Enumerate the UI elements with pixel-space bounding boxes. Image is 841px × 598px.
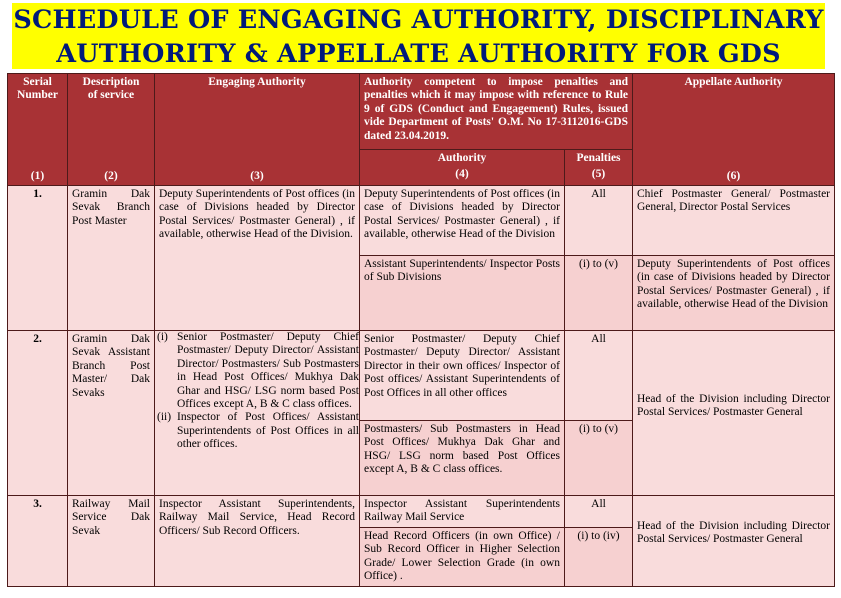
row3-sub1-authority: Inspector Assistant Superintendents Railway Mail Service: [364, 498, 560, 524]
header-description-cell: [68, 73, 155, 185]
row1-sub1-authority: Deputy Superintendents of Post offices (in case of Divisions headed by Director Postal Services/ Postmaster General) , if available, otherwise Head of the Division: [364, 188, 560, 241]
row1-sub1-appellate: Chief Postmaster General/ Postmaster General, Director Postal Services: [637, 188, 830, 214]
row2-sub2-penalties-cell: [565, 420, 633, 495]
header-engaging-label: Engaging Authority: [208, 76, 306, 88]
row3-sub2-penalties-cell: [565, 527, 633, 587]
row3-serial-cell: [7, 495, 68, 587]
header-serial-number: (1): [30, 170, 45, 182]
row1-sub2-penalties: (i) to (v): [579, 258, 618, 270]
header-description-label-2: of service: [87, 89, 135, 102]
row2-engaging-cell: [155, 330, 360, 495]
row2-sub2-authority: Postmasters/ Sub Postmasters in Head Post Offices/ Mukhya Dak Ghar and HSG/ LSG norm based Post Offices except A, B & C class offices.: [364, 423, 560, 476]
row3-description-cell: [68, 495, 155, 587]
row1-sub2-authority: Assistant Superintendents/ Inspector Posts of Sub Divisions: [364, 258, 560, 284]
row3-serial: 3.: [33, 498, 42, 510]
header-description-number: (2): [104, 170, 118, 182]
row1-sub1-appellate-cell: [633, 185, 835, 255]
row1-sub2-penalties-cell: [565, 255, 633, 330]
row2-engaging-item: [155, 411, 359, 451]
row2-engaging-item-marker: (ii): [157, 411, 172, 424]
row2-description-cell: [68, 330, 155, 495]
row3-appellate: Head of the Division including Director Postal Services/ Postmaster General: [637, 520, 830, 546]
header-appellate-label: Appellate Authority: [684, 76, 783, 88]
row3-sub1-authority-cell: [360, 495, 565, 527]
row3-description: Railway Mail Service Dak Sevak: [72, 498, 150, 537]
row2-description: Gramin Dak Sevak Assistant Branch Post Master/ Dak Sevaks: [72, 333, 150, 399]
page-title-line-1: SCHEDULE OF ENGAGING AUTHORITY, DISCIPLINARY: [13, 5, 824, 35]
page-title-line-2: AUTHORITY & APPELLATE AUTHORITY FOR GDS: [56, 39, 781, 69]
header-serial-label-1: Serial: [23, 76, 52, 88]
header-appellate-number: (6): [726, 170, 741, 182]
header-competent-cell: [360, 73, 633, 149]
row1-engaging-cell: [155, 185, 360, 330]
row2-sub2-authority-cell: [360, 420, 565, 495]
row3-engaging: Inspector Assistant Superintendents, Railway Mail Service, Head Record Officers/ Sub Record Officers.: [159, 498, 355, 537]
header-engaging-cell: [155, 73, 360, 185]
row1-sub2-appellate: Deputy Superintendents of Post offices (in case of Divisions headed by Director Postal Services/ Postmaster General) , if available, otherwise Head of the Division: [637, 258, 830, 311]
row1-sub1-authority-cell: [360, 185, 565, 255]
header-authority-cell: [360, 149, 565, 185]
header-serial-cell: [7, 73, 68, 185]
row2-engaging-item-text: Senior Postmaster/ Deputy Chief Postmaster/ Deputy Director/ Assistant Director/ Postmasters/ Sub Postmasters in Head Post Offices/ Mukhya Dak Ghar and HSG/ LSG norm based Post Offices except A, B & C class offices.: [177, 331, 359, 411]
row2-engaging-item-text: Inspector of Post Offices/ Assistant Superintendents of Post Offices in all other offices.: [177, 411, 359, 451]
row2-appellate: Head of the Division including Director Postal Services/ Postmaster General: [637, 393, 830, 419]
header-serial-label-2: Number: [17, 89, 58, 102]
header-penalties-number: (5): [591, 168, 606, 180]
row3-sub2-authority: Head Record Officers (in own Office) / Sub Record Officer in Higher Selection Grade/ Lower Selection Grade (in own Office) .: [364, 530, 560, 583]
row2-serial: 2.: [33, 333, 42, 345]
row2-sub2-penalties: (i) to (v): [579, 423, 618, 435]
header-authority-label: Authority: [437, 152, 487, 164]
row1-sub1-penalties-cell: [565, 185, 633, 255]
row3-engaging-cell: [155, 495, 360, 587]
row3-sub1-penalties-cell: [565, 495, 633, 527]
row1-description: Gramin Dak Sevak Branch Post Master: [72, 188, 150, 227]
header-engaging-number: (3): [250, 170, 264, 182]
header-description-label-1: Description: [82, 76, 140, 88]
row1-description-cell: [68, 185, 155, 330]
page-title-banner: [12, 3, 825, 69]
row2-engaging-item-marker: (i): [157, 331, 168, 343]
row3-sub2-penalties: (i) to (iv): [577, 530, 620, 542]
header-competent-label: Authority competent to impose penalties and penalties which it may impose with reference to Rule 9 of GDS (Conduct and Engagement) Rules, issued vide Department of Posts' O.M. No 17-3112016-GDS dated 23.04.2019.: [364, 76, 628, 142]
row1-serial-cell: [7, 185, 68, 330]
row1-sub2-appellate-cell: [633, 255, 835, 330]
row2-appellate-cell: [633, 330, 835, 495]
row3-sub2-authority-cell: [360, 527, 565, 587]
row2-engaging-item: [155, 331, 359, 411]
header-authority-number: (4): [455, 168, 469, 180]
row2-serial-cell: [7, 330, 68, 495]
row2-sub1-authority-cell: [360, 330, 565, 420]
row2-engaging-list: [155, 331, 359, 452]
header-appellate-cell: [633, 73, 835, 185]
row2-sub1-authority: Senior Postmaster/ Deputy Chief Postmaster/ Deputy Director/ Assistant Director in their own offices/ Inspector of Post offices/ Assistant Superintendents of Post Offices in all other offices: [364, 333, 560, 399]
row1-sub1-penalties: All: [591, 188, 606, 200]
row2-sub1-penalties: All: [591, 333, 606, 345]
row1-serial: 1.: [33, 188, 42, 200]
header-penalties-label: Penalties: [576, 152, 621, 164]
row1-engaging: Deputy Superintendents of Post offices (in case of Divisions headed by Director Postal Services/ Postmaster General) , if available, otherwise Head of the Division.: [159, 188, 355, 241]
header-penalties-cell: [565, 149, 633, 185]
row3-appellate-cell: [633, 495, 835, 587]
row3-sub1-penalties: All: [591, 498, 606, 510]
row1-sub2-authority-cell: [360, 255, 565, 330]
row2-sub1-penalties-cell: [565, 330, 633, 420]
